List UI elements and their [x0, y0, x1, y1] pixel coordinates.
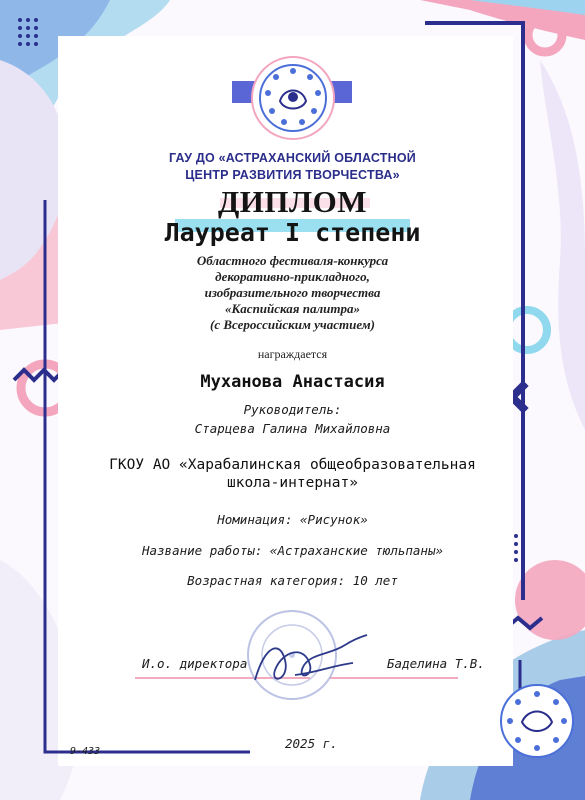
emblem-bottom-right	[498, 682, 576, 760]
school-line-2: школа-интернат»	[227, 475, 358, 491]
supervisor-name: Старцева Галина Михайловна	[194, 421, 391, 436]
organization-line-2: ЦЕНТР РАЗВИТИЯ ТВОРЧЕСТВА»	[185, 168, 400, 182]
recipient-name: Муханова Анастасия	[200, 372, 385, 392]
document-title: ДИПЛОМ	[217, 184, 368, 219]
organization-name	[0, 150, 585, 184]
festival-line-1: Областного фестиваля-конкурса	[196, 253, 389, 268]
organization-line-1: ГАУ ДО «АСТРАХАНСКИЙ ОБЛАСТНОЙ	[169, 151, 416, 165]
supervisor-label: Руководитель:	[243, 402, 342, 417]
registration-number: 9-433	[70, 746, 101, 757]
festival-line-2: декоративно-прикладного,	[215, 269, 370, 284]
nomination: Номинация: «Рисунок»	[217, 512, 368, 527]
festival-line-5: (с Всероссийским участием)	[209, 317, 376, 332]
signature-role: И.о. директора	[142, 656, 248, 671]
festival-line-3: изобразительного творчества	[204, 285, 381, 300]
school-line-1: ГКОУ АО «Харабалинская общеобразовательная	[109, 457, 476, 473]
year: 2025 г.	[285, 736, 338, 751]
signature-name: Баделина Т.В.	[387, 656, 485, 671]
work-title: Название работы: «Астраханские тюльпаны»	[141, 543, 444, 558]
festival-description	[0, 253, 585, 333]
festival-line-4: «Каспийская палитра»	[224, 301, 360, 316]
logo-emblem	[250, 55, 336, 141]
signature-scribble	[235, 625, 375, 695]
award-level: Лауреат I степени	[164, 218, 421, 247]
school-name	[0, 456, 585, 492]
awarded-label: награждается	[257, 347, 328, 361]
age-category: Возрастная категория: 10 лет	[187, 573, 398, 588]
